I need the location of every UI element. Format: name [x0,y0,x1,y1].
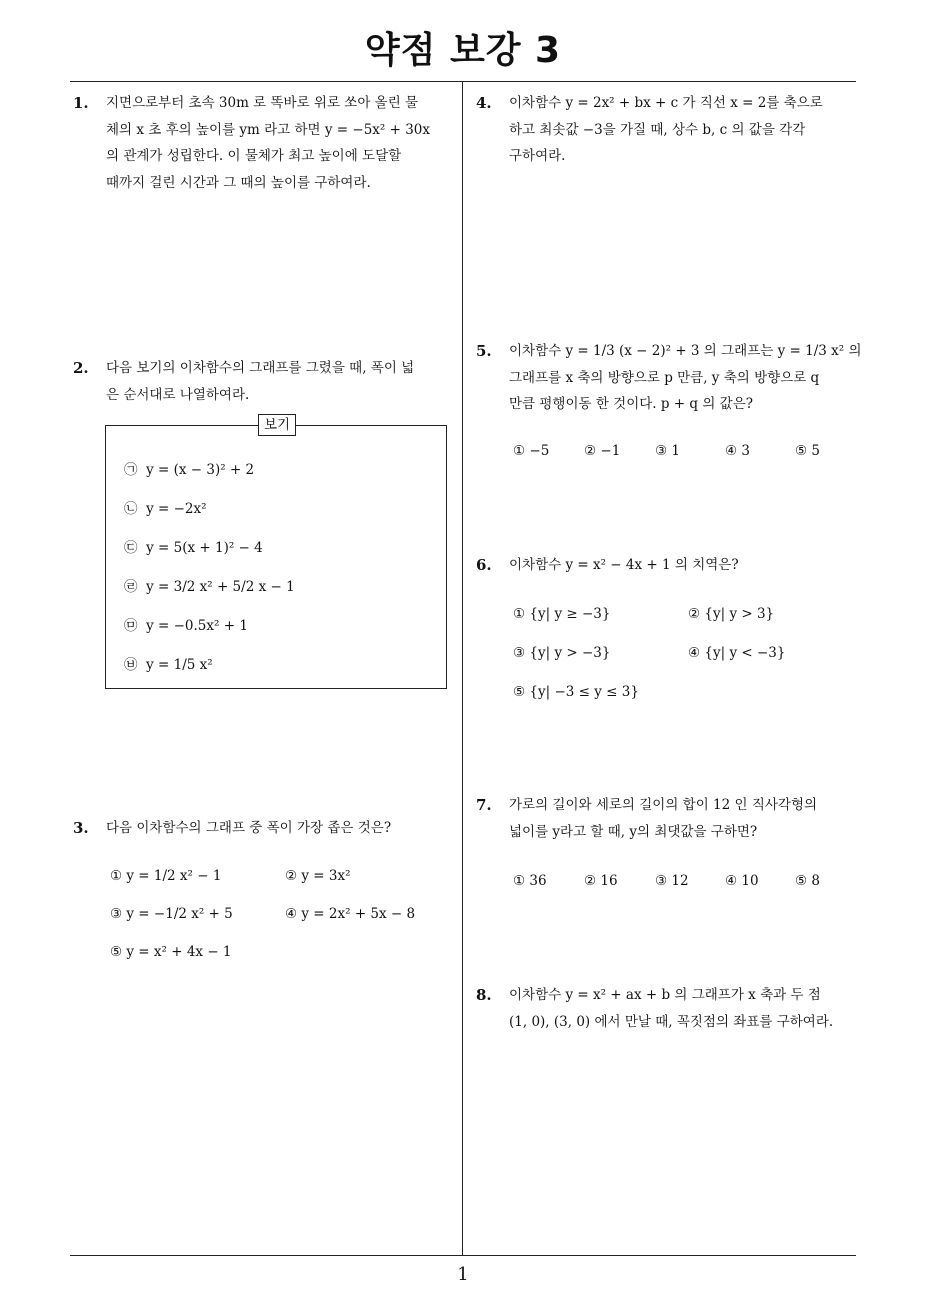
question-text-line: 만큼 평행이동 한 것이다. p + q 의 값은? [509,396,753,412]
choice-5[interactable]: ⑤ 5 [795,443,820,459]
question-text-line: 그래프를 x 축의 방향으로 p 만큼, y 축의 방향으로 q [509,369,820,386]
choice-2[interactable]: ② 16 [584,873,618,889]
example-item: ㉤ y = −0.5x² + 1 [124,618,248,634]
question-text-line: 이차함수 y = x² − 4x + 1 의 치역은? [509,557,739,573]
question-text-line: (1, 0), (3, 0) 에서 만날 때, 꼭짓점의 좌표를 구하여라. [509,1013,834,1030]
question-text-line: 이차함수 y = 1/3 (x − 2)² + 3 의 그래프는 y = 1/3 x² 의 [509,343,862,359]
question-7 [476,792,861,845]
choice-1[interactable]: ① {y| y ≥ −3} [513,606,611,622]
question-text-line: 체의 x 초 후의 높이를 ym 라고 하면 y = −5x² + 30x [106,121,430,138]
question-text-line: 이차함수 y = x² + ax + b 의 그래프가 x 축과 두 점 [509,987,821,1003]
example-item: ㉡ y = −2x² [124,501,207,517]
choice-4[interactable]: ④ {y| y < −3} [688,645,786,661]
choice-5[interactable]: ⑤ {y| −3 ≤ y ≤ 3} [513,684,639,700]
choice-4[interactable]: ④ 10 [725,873,759,889]
question-text-line: 다음 이차함수의 그래프 중 폭이 가장 좁은 것은? [106,820,392,836]
question-number: 7. [476,796,492,814]
question-text-line: 다음 보기의 이차함수의 그래프를 그렸을 때, 폭이 넓 [106,360,415,376]
choice-2[interactable]: ② y = 3x² [285,868,351,884]
question-5 [476,338,861,418]
choice-3[interactable]: ③ 1 [655,443,680,459]
page-number: 1 [457,1264,469,1285]
question-text-line: 넓이를 y라고 할 때, y의 최댓값을 구하면? [509,823,758,840]
choice-5[interactable]: ⑤ y = x² + 4x − 1 [110,944,232,960]
question-1 [73,90,458,196]
choice-4[interactable]: ④ y = 2x² + 5x − 8 [285,906,416,922]
question-2 [73,355,458,408]
top-rule [70,81,856,82]
question-number: 6. [476,556,492,574]
choice-1[interactable]: ① 36 [513,873,547,889]
question-text-line: 은 순서대로 나열하여라. [106,386,250,403]
bottom-rule [70,1255,856,1256]
question-number: 8. [476,986,492,1004]
choice-4[interactable]: ④ 3 [725,443,750,459]
question-text-line: 하고 최솟값 −3을 가질 때, 상수 b, c 의 값을 각각 [509,121,806,138]
question-8 [476,982,861,1035]
example-box-label: 보기 [258,414,296,436]
question-text-line: 이차함수 y = 2x² + bx + c 가 직선 x = 2를 축으로 [509,95,823,111]
question-3 [73,815,458,842]
question-number: 4. [476,94,492,112]
question-6 [476,552,861,579]
example-item: ㉢ y = 5(x + 1)² − 4 [124,540,263,556]
example-item: ㉣ y = 3/2 x² + 5/2 x − 1 [124,579,295,595]
question-text-line: 구하여라. [509,148,566,164]
question-4 [476,90,861,170]
question-number: 3. [73,819,89,837]
choice-3[interactable]: ③ {y| y > −3} [513,645,611,661]
question-number: 1. [73,94,89,112]
page-title: 약점 보강 3 [364,30,562,71]
choice-3[interactable]: ③ 12 [655,873,689,889]
choice-1[interactable]: ① −5 [513,443,550,459]
example-box [105,417,447,689]
example-item: ㉥ y = 1/5 x² [124,657,213,673]
question-text-line: 의 관계가 성립한다. 이 물체가 최고 높이에 도달할 [106,148,402,164]
column-divider [462,82,463,1255]
example-item: ㉠ y = (x − 3)² + 2 [124,462,255,478]
choice-5[interactable]: ⑤ 8 [795,873,820,889]
question-number: 2. [73,359,89,377]
question-number: 5. [476,342,492,360]
choice-2[interactable]: ② −1 [584,443,621,459]
question-text-line: 때까지 걸린 시간과 그 때의 높이를 구하여라. [106,174,371,191]
choice-1[interactable]: ① y = 1/2 x² − 1 [110,868,222,884]
question-text-line: 가로의 길이와 세로의 길이의 합이 12 인 직사각형의 [509,797,818,813]
question-text-line: 지면으로부터 초속 30m 로 똑바로 위로 쏘아 올린 물 [106,95,419,111]
choice-2[interactable]: ② {y| y > 3} [688,606,775,622]
choice-3[interactable]: ③ y = −1/2 x² + 5 [110,906,233,922]
